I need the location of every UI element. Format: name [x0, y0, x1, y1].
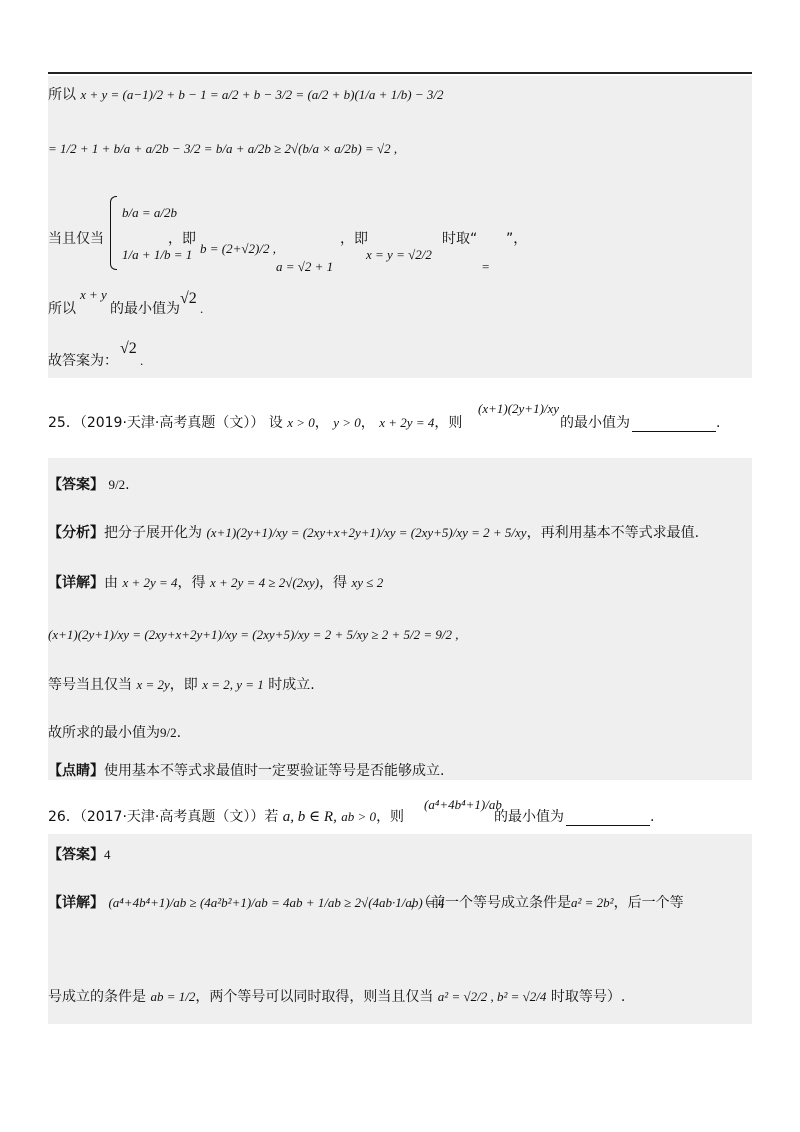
q25-analysis-math: (x+1)(2y+1)/xy = (2xy+x+2y+1)/xy = (2xy+5)/xy = 2 + 5/xy: [206, 525, 527, 540]
prev-line4-mid: 的最小值为: [110, 301, 180, 317]
prev-line4-end: .: [200, 301, 204, 316]
q26-note: [410, 894, 684, 912]
q26-detail: [48, 894, 445, 912]
q26-ask-suffix: 的最小值为: [494, 809, 564, 825]
prev-line4-prefix: 所以: [48, 301, 76, 317]
prev-line1-math: x + y = (a−1)/2 + b − 1 = a/2 + b − 3/2 = (a/2 + b)(1/a + 1/b) − 3/2: [80, 87, 444, 102]
q26-cond2: ab > 0: [341, 809, 377, 824]
q26-line2-cond: ab = 1/2: [150, 989, 196, 1004]
q26-line2-prefix: 号成立的条件是: [48, 989, 146, 1005]
q26-cond-a2-2b2: a² = 2b²: [571, 895, 614, 910]
q25-label: 25．（2019·天津·高考真题（文））: [48, 415, 265, 431]
q26-ask-prefix: ，则: [376, 809, 405, 825]
q25-detail: [48, 574, 383, 592]
q25-eq-suffix: 时成立.: [268, 677, 315, 693]
prev-line5-prefix: 故答案为：: [48, 353, 118, 369]
prev-line2: [48, 140, 397, 158]
q26-ask-end: .: [650, 809, 655, 825]
q25-final: [48, 724, 181, 742]
q26-label: 26．（2017·天津·高考真题（文））若: [48, 809, 279, 825]
when-text: 时取“: [442, 231, 478, 247]
q25-cond3: x + 2y = 4: [379, 415, 435, 430]
q25-detail-ineq: x + 2y = 4 ≥ 2√(2xy): [210, 575, 320, 590]
q25-answer-end: .: [125, 477, 130, 493]
system-eq1: b/a = a/2b: [122, 205, 177, 220]
q25-eq-mid: ，即: [169, 677, 198, 693]
prev-line5-end: .: [140, 353, 144, 368]
prev-line2-math: = 1/2 + 1 + b/a + a/2b − 3/2 = b/a + a/2b ≥ 2√(b/a × a/2b) = √2 ,: [48, 141, 398, 156]
q25-ask-suffix: 的最小值为: [560, 415, 630, 431]
quote-close: ”，: [506, 231, 528, 247]
prev-line1-prefix: 所以: [48, 87, 76, 103]
q25-cond-prefix: 设: [268, 415, 283, 431]
a-value: a = √2 + 1: [276, 259, 334, 274]
q25-answer-label: 【答案】: [48, 477, 104, 493]
prev-line4: [48, 300, 76, 318]
q25-expr: (x+1)(2y+1)/xy: [478, 401, 560, 416]
q25-final-val: 9/2: [160, 725, 177, 740]
q26-detail-math: (a⁴+4b⁴+1)/ab ≥ (4a²b²+1)/ab = 4ab + 1/ab ≥ 2√(4ab·1/ab) = 4: [108, 895, 445, 910]
q25-eq-cond: x = 2y: [136, 677, 170, 692]
q26-ask: [494, 808, 654, 826]
q25-cond2: y > 0: [333, 415, 361, 430]
q26-detail-label: 【详解】: [48, 895, 104, 911]
q25-analysis-prefix: 把分子展开化为: [104, 525, 202, 541]
q25-analysis-label: 【分析】: [48, 525, 104, 541]
prev-line3-prefix: 当且仅当: [48, 231, 104, 247]
q25-answer-blank: [632, 417, 716, 432]
q26-answer-val: 4: [104, 847, 111, 862]
q26-line2-vals: a² = √2/2 , b² = √2/4: [437, 989, 547, 1004]
q25-ask-prefix: ，则: [434, 415, 463, 431]
q25-detail-mid: ，得: [177, 575, 206, 591]
q25-eq-prefix: 等号当且仅当: [48, 677, 132, 693]
prev-line1: [48, 86, 444, 104]
prev-line4-expr: x + y: [80, 287, 107, 302]
top-rule: [48, 72, 752, 74]
q25-answer-val: 9/2: [108, 477, 126, 492]
solution-block-prev: [48, 76, 752, 378]
q25-ask: [560, 414, 720, 432]
equality-sign: =: [482, 259, 490, 274]
q25-comment: [48, 762, 444, 780]
xy-value: x = y = √2/2: [366, 247, 432, 262]
q26-line2-suffix: 时取等号）.: [550, 989, 626, 1005]
system-brace: [110, 196, 117, 270]
prev-line5-val: √2: [120, 340, 137, 357]
q26-stem: [48, 808, 404, 826]
q25-comment-text: 使用基本不等式求最值时一定要验证等号是否能够成立.: [104, 763, 445, 779]
q25-final-prefix: 故所求的最小值为: [48, 725, 160, 741]
q25-detail-mid2: ，得: [319, 575, 348, 591]
q25-answer: [48, 476, 130, 494]
q25-detail-res: xy ≤ 2: [351, 575, 384, 590]
q26-answer-blank: [566, 811, 650, 826]
q26-answer: [48, 846, 111, 864]
prev-sep2: ，即: [340, 231, 368, 247]
q25-stem: 25．（2019·天津·高考真题（文）） 设 x > 0， y > 0， x + 2y = 4，则: [48, 415, 463, 431]
q25-ask-end: .: [716, 415, 721, 431]
q25-final-end: .: [176, 725, 182, 741]
q25-eq-vals: x = 2, y = 1: [202, 677, 264, 692]
q26-cond1: a, b ∈ R,: [282, 809, 337, 825]
q25-comment-label: 【点睛】: [48, 763, 104, 779]
q25-analysis-suffix: ，再利用基本不等式求最值.: [526, 525, 700, 541]
prev-line4-val: √2: [180, 290, 197, 307]
q25-analysis: [48, 524, 699, 542]
system-eq2: 1/a + 1/b = 1: [122, 247, 193, 262]
b-value: b = (2+√2)/2 ,: [200, 241, 276, 256]
q26-expr: (a⁴+4b⁴+1)/ab: [424, 797, 502, 812]
q25-detail-cond: x + 2y = 4: [122, 575, 178, 590]
q25-chain-math: (x+1)(2y+1)/xy = (2xy+x+2y+1)/xy = (2xy+5)/xy = 2 + 5/xy ≥ 2 + 5/2 = 9/2 ,: [48, 627, 459, 642]
q26-answer-label: 【答案】: [48, 847, 104, 863]
q26-note1: ，（前一个等号成立条件是: [410, 895, 571, 911]
q26-line2-mid: ，两个等号可以同时取得，则当且仅当: [195, 989, 434, 1005]
q26-line2: [48, 988, 625, 1006]
q25-detail-prefix: 由: [104, 575, 118, 591]
q25-equality: [48, 676, 315, 694]
q26-note2: ，后一个等: [613, 895, 684, 911]
q25-detail-label: 【详解】: [48, 575, 104, 591]
prev-sep1: ，即: [168, 231, 196, 247]
q25-cond1: x > 0: [287, 415, 315, 430]
